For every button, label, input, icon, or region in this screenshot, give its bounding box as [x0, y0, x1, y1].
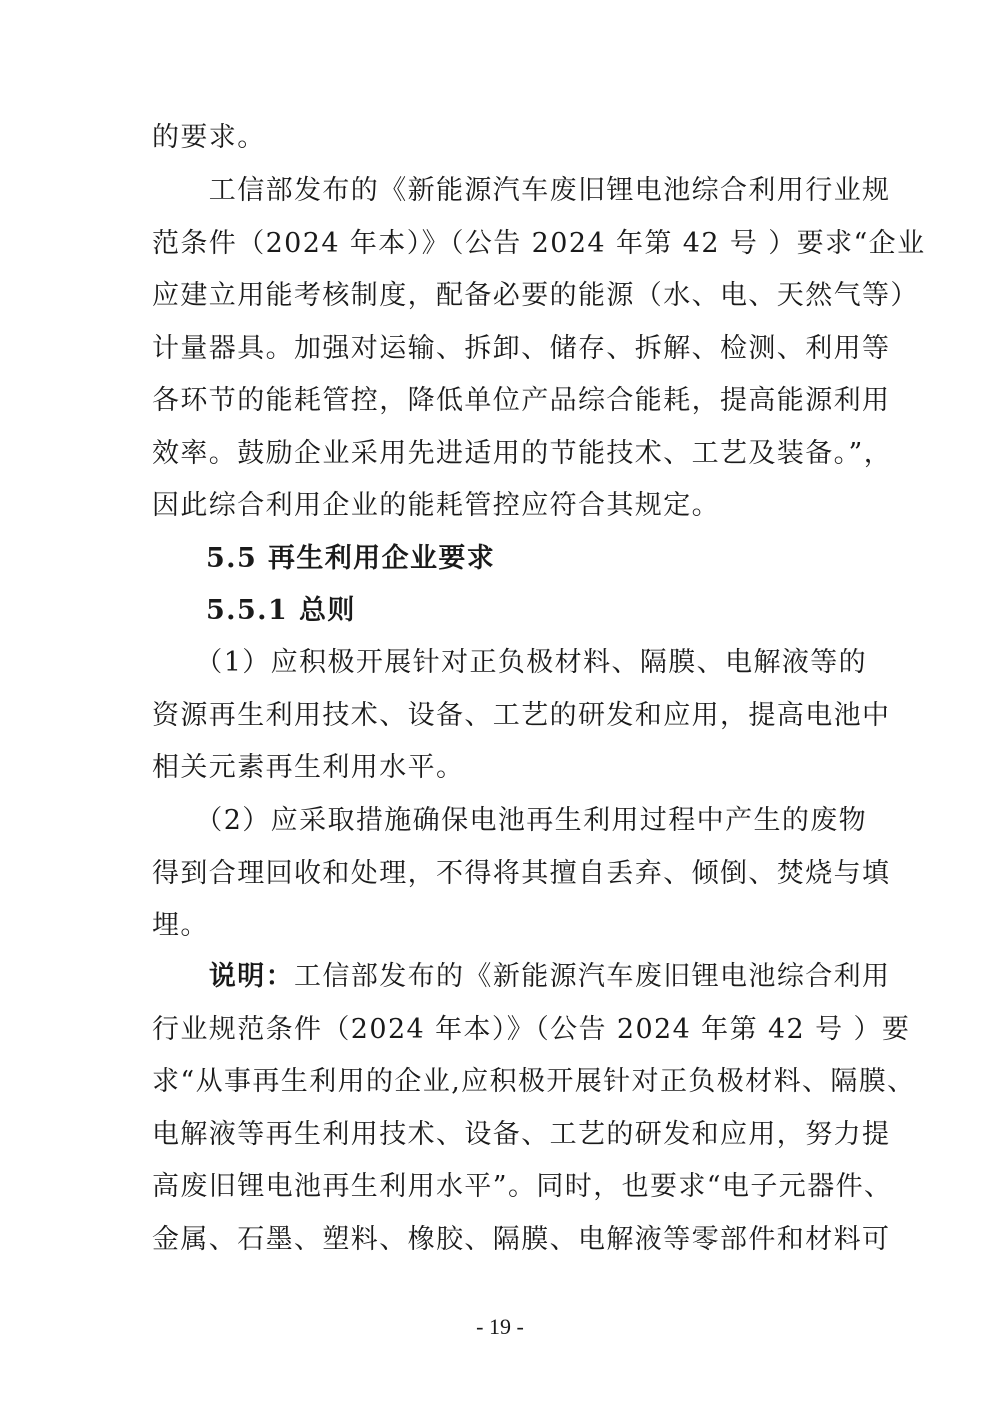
- paragraph-miit-energy: [152, 165, 926, 533]
- text-line: 电解液等再生利用技术、设备、工艺的研发和应用，努力提: [152, 1118, 891, 1150]
- paragraph-tail: [152, 112, 852, 165]
- text-line: （1）应积极开展针对正负极材料、隔膜、电解液等的: [152, 647, 868, 678]
- text-line: 的要求。: [152, 122, 266, 153]
- page-number: - 19 -: [476, 1314, 524, 1339]
- text-line: 埋。: [152, 910, 209, 941]
- note-label: 说明：: [208, 961, 295, 992]
- text-line: 因此综合利用企业的能耗管控应符合其规定。: [152, 490, 720, 521]
- text-line: 得到合理回收和处理，不得将其擅自丢弃、倾倒、焚烧与填: [152, 857, 891, 889]
- text-line: 计量器具。加强对运输、拆卸、储存、拆解、检测、利用等: [152, 332, 891, 364]
- note-first-line: [152, 951, 891, 1004]
- text-line: 工信部发布的《新能源汽车废旧锂电池综合利用行业规: [152, 175, 891, 206]
- text-line: 范条件（2024 年本）》（公告 2024 年第 42 号 ）要求“企业: [152, 227, 926, 259]
- note-first-line-text: 工信部发布的《新能源汽车废旧锂电池综合利用: [294, 961, 891, 992]
- text-line: 效率。鼓励企业采用先进适用的节能技术、工艺及装备。”，: [152, 437, 893, 469]
- text-line: 高废旧锂电池再生利用水平”。同时，也要求“电子元器件、: [152, 1171, 893, 1202]
- text-line: 求“从事再生利用的企业,应积极开展针对正负极材料、隔膜、: [152, 1066, 916, 1097]
- section-heading-5-5-1: 5.5.1 总则: [206, 595, 356, 626]
- text-line: 资源再生利用技术、设备、工艺的研发和应用，提高电池中: [152, 699, 891, 731]
- text-line: 相关元素再生利用水平。: [152, 752, 465, 783]
- text-line: 行业规范条件（2024 年本）》（公告 2024 年第 42 号 ）要: [152, 1013, 911, 1045]
- paragraph-item-2: [152, 795, 891, 953]
- text-line: 各环节的能耗管控，降低单位产品综合能耗，提高能源利用: [152, 385, 891, 416]
- paragraph-item-1: [152, 637, 891, 795]
- text-line: （2）应采取措施确保电池再生利用过程中产生的废物: [152, 805, 868, 836]
- text-line: 应建立用能考核制度，配备必要的能源（水、电、天然气等）: [152, 280, 919, 311]
- section-heading-5-5: 5.5 再生利用企业要求: [206, 543, 496, 574]
- text-line: 金属、石墨、塑料、橡胶、隔膜、电解液等零部件和材料可: [152, 1223, 891, 1255]
- paragraph-note: [152, 951, 916, 1266]
